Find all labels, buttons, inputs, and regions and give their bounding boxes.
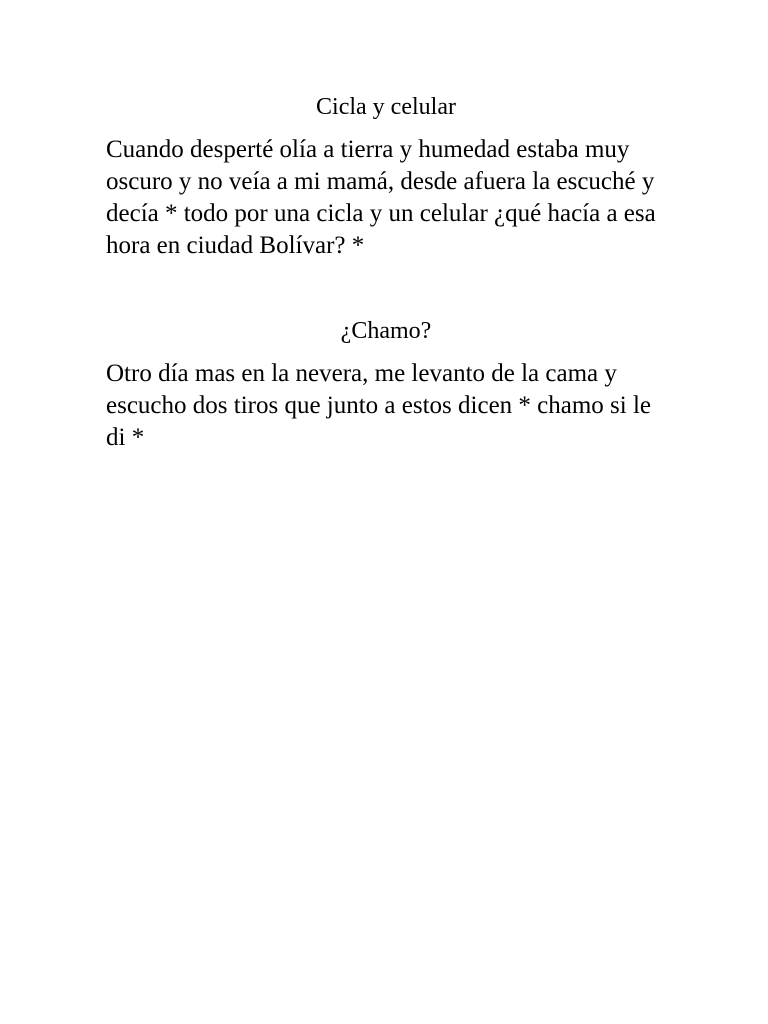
story-section-cicla-y-celular [106, 90, 666, 262]
story-section-chamo [106, 314, 666, 454]
section-paragraph: Otro día mas en la nevera, me levanto de la cama y escucho dos tiros que junto a estos dicen * chamo si le di * [106, 360, 652, 451]
section-paragraph: Cuando desperté olía a tierra y humedad estaba muy oscuro y no veía a mi mamá, desde afuera la escuché y decía * todo por una cicla y un celular ¿qué hacía a esa hora en ciudad Bolívar? * [106, 136, 656, 259]
section-title: Cicla y celular [316, 94, 456, 120]
section-title: ¿Chamo? [340, 318, 432, 344]
